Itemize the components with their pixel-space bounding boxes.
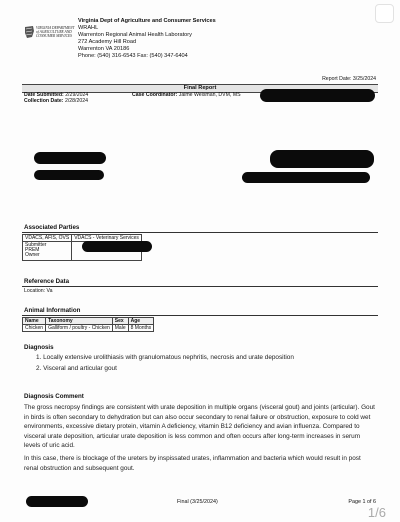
diagnosis-list bbox=[36, 353, 294, 374]
case-coordinator: Case Coordinator: Jaime Weisman, DVM, MS bbox=[132, 92, 241, 98]
section-divider bbox=[22, 315, 378, 316]
virginia-seal-icon bbox=[24, 25, 35, 39]
location: Location: Va bbox=[24, 288, 53, 294]
animal-table bbox=[22, 317, 154, 332]
redaction bbox=[260, 89, 375, 102]
table-cell: Male bbox=[112, 325, 128, 332]
diagnosis-heading: Diagnosis bbox=[24, 344, 54, 351]
section-divider bbox=[22, 232, 378, 233]
parties-cell: VDACS, AFIS, OVS bbox=[23, 235, 72, 242]
redaction bbox=[34, 170, 104, 180]
city-address: Warrenton VA 20186 bbox=[78, 46, 130, 53]
collection-date: Collection Date: 2/28/2024 bbox=[24, 98, 89, 104]
associated-parties-heading: Associated Parties bbox=[24, 224, 80, 231]
column-header: Age bbox=[128, 318, 154, 325]
redaction bbox=[26, 496, 88, 507]
report-date: Report Date: 3/25/2024 bbox=[322, 76, 376, 82]
reference-data-heading: Reference Data bbox=[24, 278, 70, 285]
street-address: 272 Academy Hill Road bbox=[78, 39, 137, 46]
column-header: Taxonomy bbox=[46, 318, 113, 325]
dept-code: WRAHL bbox=[78, 25, 99, 32]
list-item: 1. Locally extensive urolithiasis with granulomatous nephritis, necrosis and urate deposition bbox=[36, 354, 294, 361]
close-button[interactable] bbox=[375, 4, 394, 23]
redaction bbox=[34, 152, 106, 164]
redaction bbox=[270, 150, 374, 168]
footer-page-number: Page 1 of 6 bbox=[348, 499, 376, 505]
date-submitted: Date Submitted: 2/29/2024 bbox=[24, 92, 89, 98]
phone-fax: Phone: (540) 316-6543 Fax: (540) 347-6404 bbox=[78, 53, 188, 60]
logo-text: VIRGINIA DEPARTMENT of AGRICULTURE AND CONSUMER SERVICES bbox=[36, 26, 75, 39]
parties-cell: VDACS - Veterinary Services bbox=[72, 235, 142, 242]
page-indicator: 1/6 bbox=[367, 505, 386, 520]
list-item: 2. Visceral and articular gout bbox=[36, 364, 117, 372]
redaction bbox=[82, 241, 152, 252]
lab-name: Warrenton Regional Animal Health Laboratory bbox=[78, 32, 192, 39]
table-cell: Chicken bbox=[23, 325, 46, 332]
comment-paragraph: The gross necropsy findings are consistent with urate deposition in multiple organs (visceral gout) and joints (articular). Gout in birds is often secondary to dehydration but can also occur secondary to renal failure or obstruction, exposure to cold wet environments, excessive dietary protein, vitamin A deficiency, vitamin B12 deficiency and avian influenza. Compared to visceral urate deposition, articular urate deposition is less common and often occurs after long-term increases in serum levels of uric acid. bbox=[24, 404, 375, 450]
table-cell: 8 Months bbox=[128, 325, 154, 332]
column-header: Name bbox=[23, 318, 46, 325]
org-name: Virginia Dept of Agriculture and Consumer Services bbox=[78, 18, 216, 24]
comment-paragraph: In this case, there is blockage of the ureters by inspissated urates, inflammation and bacteria which would result in post renal obstruction and subsequent gout. bbox=[24, 455, 361, 472]
table-cell: Galliform / poultry - Chicken bbox=[46, 325, 113, 332]
lab-header bbox=[78, 18, 216, 61]
redaction bbox=[242, 172, 370, 183]
diagnosis-comment-heading: Diagnosis Comment bbox=[24, 393, 84, 400]
table-row bbox=[23, 325, 154, 332]
column-header: Sex bbox=[112, 318, 128, 325]
role-cell: Submitter PREM Owner bbox=[23, 242, 72, 261]
section-divider bbox=[22, 286, 378, 287]
footer-status: Final (3/25/2024) bbox=[177, 499, 218, 505]
final-report-banner: Final Report bbox=[22, 84, 378, 93]
vdacs-logo bbox=[24, 25, 75, 47]
animal-information-heading: Animal Information bbox=[24, 307, 81, 314]
